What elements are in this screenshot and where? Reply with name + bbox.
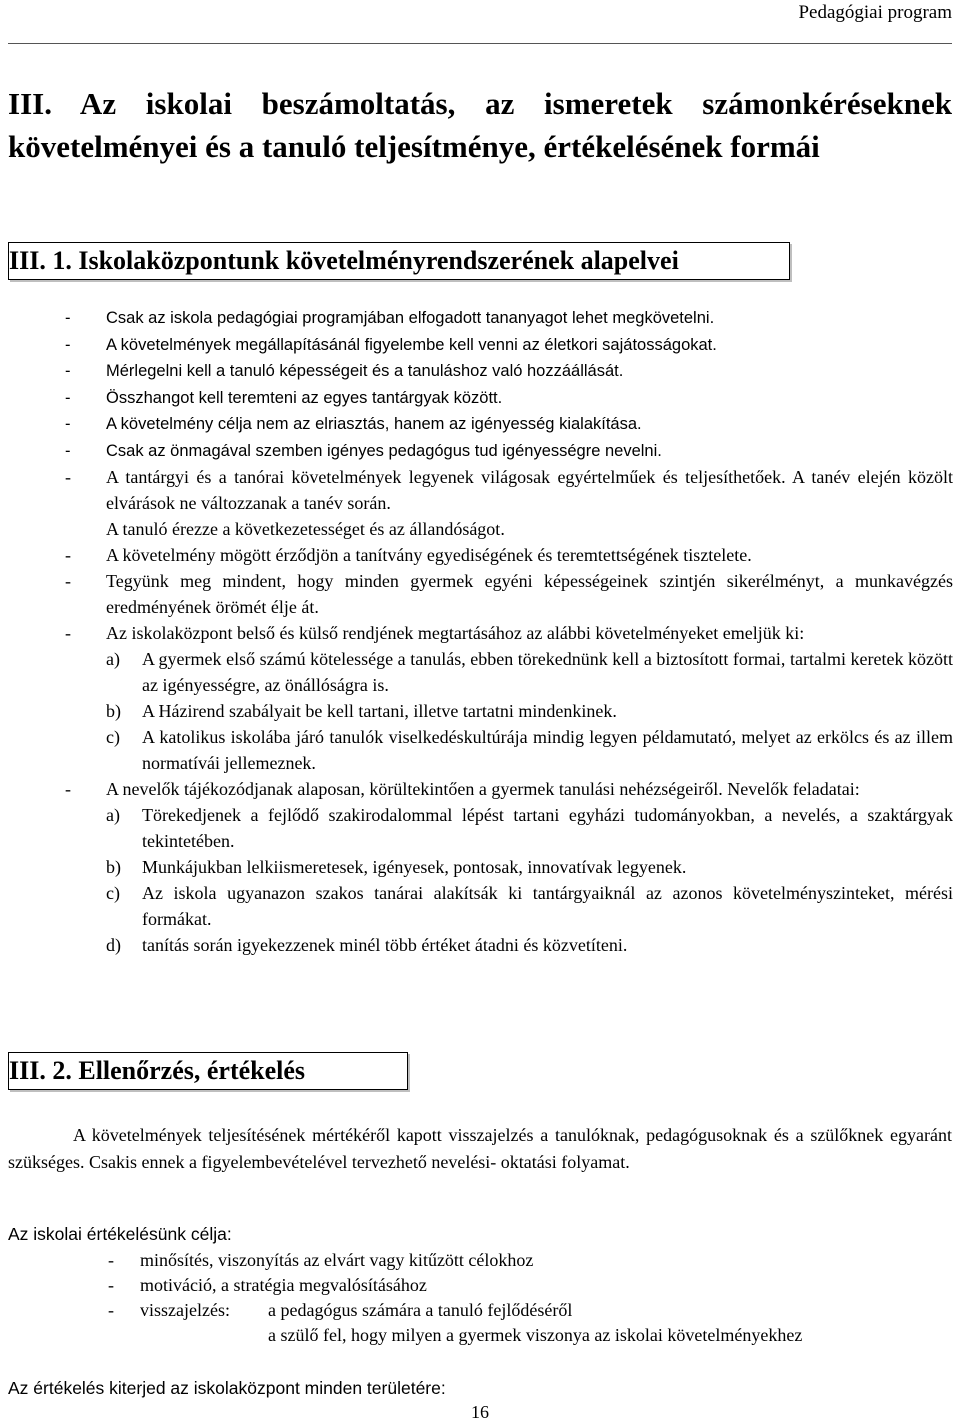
header-rule: [8, 43, 952, 44]
sub-item: c) Az iskola ugyanazon szakos tanárai alakítsák ki tantárgyaiknál az azonos követelményszinteket, mérési formákat.: [106, 883, 953, 929]
sub-item: d) tanítás során igyekezzenek minél több értéket átadni és közvetíteni.: [106, 935, 628, 955]
running-header: Pedagógiai program: [798, 2, 952, 23]
sub-item: b) Munkájukban lelkiismeretesek, igényesek, pontosak, innovatívak legyenek.: [106, 857, 687, 877]
list-item: - motiváció, a stratégia megvalósításához: [108, 1275, 427, 1295]
goals-list: [108, 1248, 802, 1348]
sub-item: a) A gyermek első számú kötelessége a tanulás, ebben törekednünk kell a biztosított formai, tartalmi keretek között az igényességre, az önállóságra is.: [106, 649, 953, 695]
list-item: - A tantárgyi és a tanórai követelmények legyenek világosak egyértelműek és teljesíthetőek. A tanév elején közölt elvárások ne változzanak a tanév során.: [65, 467, 953, 513]
sub-item: c) A katolikus iskolába járó tanulók viselkedéskultúrája mindig legyen példamutató, melyet az erkölcs és az illem normatívái jellemeznek.: [106, 727, 953, 773]
list-item: - A követelmény célja nem az elriasztás, hanem az igényesség kialakítása.: [65, 415, 642, 433]
scope-title: Az értékelés kiterjed az iskolaközpont minden területére:: [8, 1378, 446, 1398]
list-item: - Mérlegelni kell a tanuló képességeit és a tanuláshoz való hozzáállását.: [65, 362, 624, 380]
list-item: - minősítés, viszonyítás az elvárt vagy kitűzött célokhoz: [108, 1250, 534, 1270]
sub-item: b) A Házirend szabályait be kell tartani, illetve tartatni mindenkinek.: [106, 701, 617, 721]
principles-list: [65, 305, 953, 958]
list-item: - Az iskolaközpont belső és külső rendjének megtartásához az alábbi követelményeket emeljük ki:: [65, 623, 805, 643]
list-item: - visszajelzés: a pedagógus számára a tanuló fejlődéséről: [108, 1300, 573, 1320]
list-item: - Csak az iskola pedagógiai programjában elfogadott tananyagot lehet megkövetelni.: [65, 309, 715, 327]
list-item: - Tegyünk meg mindent, hogy minden gyermek egyéni képességeinek szintjén sikerélményt, a munkavégzés eredményének örömét élje át.: [65, 571, 953, 617]
goals-title: Az iskolai értékelésünk célja:: [8, 1224, 232, 1244]
list-item: - A nevelők tájékozódjanak alaposan, körültekintően a gyermek tanulási nehézségeiről. Nevelők feladatai:: [65, 779, 860, 799]
list-item: - A követelmény mögött érződjön a tanítvány egyediségének és teremtettségének tisztelete.: [65, 545, 752, 565]
list-item-continuation: A tanuló érezze a következetességet és az állandóságot.: [106, 519, 505, 539]
chapter-title: III. Az iskolai beszámoltatás, az ismeretek számonkéréseknek követelményei és a tanuló teljesítménye, értékelésének formái: [8, 86, 952, 164]
list-item: - A követelmények megállapításánál figyelembe kell venni az életkori sajátosságokat.: [65, 335, 717, 354]
page-number: 16: [471, 1402, 489, 1422]
section-heading-2: III. 2. Ellenőrzés, értékelés: [8, 1052, 408, 1090]
section-heading-1: III. 1. Iskolaközpontunk követelményrendszerének alapelvei: [8, 242, 790, 280]
list-item: - Összhangot kell teremteni az egyes tantárgyak között.: [65, 388, 503, 407]
sub-item: a) Törekedjenek a fejlődő szakirodalommal lépést tartani egyházi tudományokban, a nevelés, a szaktárgyak tekintetében.: [106, 805, 953, 851]
list-item-continuation: a szülő fel, hogy milyen a gyermek viszonya az iskolai követelményekhez: [268, 1325, 803, 1345]
list-item: - Csak az önmagával szemben igényes pedagógus tud igényességre nevelni.: [65, 441, 662, 460]
intro-paragraph: A követelmények teljesítésének mértékéről kapott visszajelzés a tanulóknak, pedagógusoknak és a szülőknek egyaránt szükséges. Csakis ennek a figyelembevételével tervezhető nevelési- oktatási folyamat.: [8, 1125, 952, 1172]
